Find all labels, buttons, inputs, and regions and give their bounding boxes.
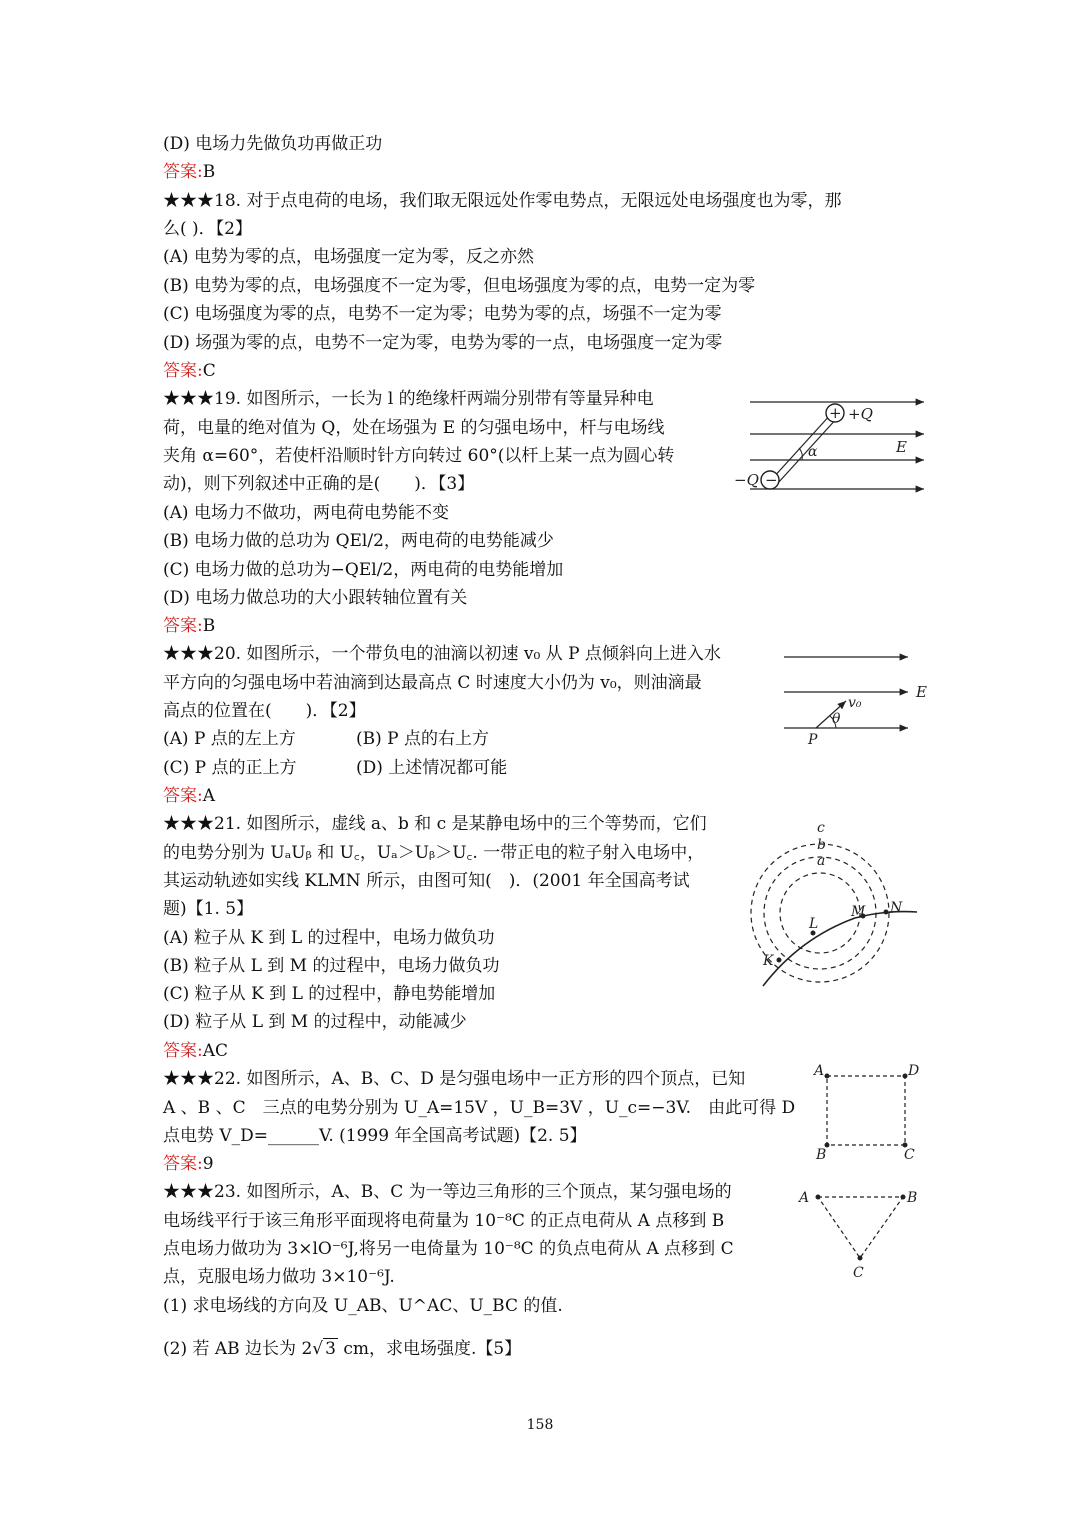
q23-subquestion-1: (1) 求电场线的方向及 U_AB、U^AC、U_BC 的值. xyxy=(163,1296,563,1316)
q18-option-c: (C) 电场强度为零的点，电势不一定为零；电势为零的点，场强不一定为零 xyxy=(163,304,722,324)
alpha-label: α xyxy=(808,444,818,460)
label-d: D xyxy=(908,1063,920,1079)
q18-stem-line2: 么( )．【2】 xyxy=(163,219,252,239)
point-k xyxy=(777,958,782,963)
field-e-label: E xyxy=(896,438,907,456)
q21-stem-line1: ★★★21. 如图所示，虚线 a、b 和 c 是某静电场中的三个等势而，它们 xyxy=(163,814,707,834)
square-abcd xyxy=(827,1076,905,1145)
q23-figure xyxy=(795,1183,925,1283)
theta-label: θ xyxy=(832,711,841,727)
q20-stem-line3: 高点的位置在( )．【2】 xyxy=(163,701,366,721)
q19-option-a: (A) 电场力不做功，两电荷电势能不变 xyxy=(163,503,449,523)
label-c: C xyxy=(904,1147,915,1163)
q22-stem-line3: 点电势 V_D=______V. (1999 年全国高考试题)【2. 5】 xyxy=(163,1126,587,1146)
q20-figure xyxy=(780,643,940,753)
label-b: b xyxy=(817,837,826,853)
q21-stem-line4: 题)【1. 5】 xyxy=(163,899,254,919)
q20-answer xyxy=(163,785,215,807)
answer-value: AC xyxy=(202,1041,229,1061)
answer-value: B xyxy=(202,616,216,636)
q23-stem-line3: 点电场力做功为 3×lO⁻⁶J,将另一电倚量为 10⁻⁸C 的负点电荷从 A 点移到 C xyxy=(163,1239,734,1259)
answer-value: 9 xyxy=(202,1154,214,1174)
q22-stem-line2: A 、B 、C 三点的电势分别为 U_A=15V ，U_B=3V ，U_c=−3V. 由此可得 D xyxy=(163,1098,796,1118)
q20-option-b: (B) P 点的右上方 xyxy=(356,729,490,749)
q19-option-d: (D) 电场力做总功的大小跟转轴位置有关 xyxy=(163,588,468,608)
q22-answer xyxy=(163,1153,214,1175)
answer-value: B xyxy=(202,162,216,182)
label-b: B xyxy=(907,1190,918,1206)
equipotential-a xyxy=(780,873,860,953)
q19-figure xyxy=(728,388,928,498)
q20-stem-line2: 平方向的匀强电场中若油滴到达最高点 C 时速度大小仍为 v₀，则油滴最 xyxy=(163,673,702,693)
q21-option-a: (A) 粒子从 K 到 L 的过程中，电场力做负功 xyxy=(163,928,495,948)
vertex-a xyxy=(825,1074,830,1079)
q21-option-c: (C) 粒子从 K 到 L 的过程中，静电势能增加 xyxy=(163,984,496,1004)
q19-option-c: (C) 电场力做的总功为−QEl/2，两电荷的电势能增加 xyxy=(163,560,564,580)
sqrt-radicand: 3 xyxy=(325,1339,336,1359)
label-c: c xyxy=(817,820,825,836)
q21-option-d: (D) 粒子从 L 到 M 的过程中，动能减少 xyxy=(163,1012,467,1032)
q20-option-a: (A) P 点的左上方 xyxy=(163,729,296,749)
vertex-a xyxy=(816,1195,821,1200)
answer-label: 答案: xyxy=(163,361,203,381)
answer-label: 答案: xyxy=(163,1154,203,1174)
q20-option-c: (C) P 点的正上方 xyxy=(163,758,297,778)
label-k: K xyxy=(763,953,774,969)
q18-stem-line1: ★★★18. 对于点电荷的电场，我们取无限远处作零电势点，无限远处电场强度也为零，那 xyxy=(163,191,842,211)
vertex-b xyxy=(901,1195,906,1200)
q20-option-d: (D) 上述情况都可能 xyxy=(356,758,508,778)
q18-option-a: (A) 电势为零的点，电场强度一定为零，反之亦然 xyxy=(163,247,534,267)
q19-stem-line3: 夹角 α=60°，若使杆沿顺时针方向转过 60°(以杆上某一点为圆心转 xyxy=(163,446,675,466)
label-a: A xyxy=(814,1063,825,1079)
answer-label: 答案: xyxy=(163,162,203,182)
plus-q-label: +Q xyxy=(848,405,873,423)
minus-q-label: −Q xyxy=(734,471,759,489)
answer-value: C xyxy=(202,361,216,381)
triangle-abc xyxy=(818,1197,903,1258)
q21-figure xyxy=(745,818,925,988)
q19-option-b: (B) 电场力做的总功为 QEl/2，两电荷的电势能减少 xyxy=(163,531,554,551)
label-b: B xyxy=(816,1147,827,1163)
q23-stem-line4: 点，克服电场力做功 3×10⁻⁶J. xyxy=(163,1267,395,1287)
sub2-text-b: cm，求电场强度.【5】 xyxy=(337,1339,522,1359)
q17-answer xyxy=(163,161,215,183)
q23-stem-line2: 电场线平行于该三角形平面现将电荷量为 10⁻⁸C 的正点电荷从 A 点移到 B xyxy=(163,1211,725,1231)
q21-option-b: (B) 粒子从 L 到 M 的过程中，电场力做负功 xyxy=(163,956,500,976)
q19-stem-line1: ★★★19. 如图所示，一长为 l 的绝缘杆两端分别带有等量异种电 xyxy=(163,389,654,409)
plus-sign: + xyxy=(829,404,842,422)
label-a: a xyxy=(817,853,826,869)
sqrt-symbol: √ 3 xyxy=(312,1339,336,1359)
point-n xyxy=(884,910,889,915)
label-l: L xyxy=(809,916,819,932)
minus-sign: − xyxy=(765,471,778,489)
answer-label: 答案: xyxy=(163,616,203,636)
label-n: N xyxy=(890,900,903,916)
page-number: 158 xyxy=(526,1417,554,1433)
q18-option-b: (B) 电势为零的点，电场强度不一定为零，但电场强度为零的点，电势一定为零 xyxy=(163,276,756,296)
label-a: A xyxy=(799,1190,810,1206)
q18-option-d: (D) 场强为零的点，电势不一定为零，电势为零的一点，电场强度一定为零 xyxy=(163,333,723,353)
q21-answer xyxy=(163,1040,228,1062)
q20-stem-line1: ★★★20. 如图所示，一个带负电的油滴以初速 v₀ 从 P 点倾斜向上进入水 xyxy=(163,644,721,664)
field-e-label: E xyxy=(916,683,927,701)
trajectory-klmn xyxy=(763,912,917,986)
velocity-arrow xyxy=(816,701,846,728)
q19-stem-line2: 荷，电量的绝对值为 Q，处在场强为 E 的匀强电场中，杆与电场线 xyxy=(163,418,665,438)
q17-option-d: (D) 电场力先做负功再做正功 xyxy=(163,134,383,154)
q22-stem-line1: ★★★22. 如图所示，A、B、C、D 是匀强电场中一正方形的四个顶点，已知 xyxy=(163,1069,746,1089)
q21-stem-line3: 其运动轨迹如实线 KLMN 所示，由图可知( )．(2001 年全国高考试 xyxy=(163,871,690,891)
point-p-label: P xyxy=(808,732,818,748)
q21-stem-line2: 的电势分别为 UₐUᵦ 和 U꜀，Uₐ＞Uᵦ＞U꜀. 一带正电的粒子射入电场中， xyxy=(163,843,705,863)
label-c: C xyxy=(853,1265,864,1281)
vertex-c xyxy=(858,1256,863,1261)
answer-label: 答案: xyxy=(163,786,203,806)
answer-value: A xyxy=(202,786,216,806)
q23-subquestion-2 xyxy=(163,1338,521,1360)
label-m: M xyxy=(851,904,866,920)
q23-stem-line1: ★★★23. 如图所示，A、B、C 为一等边三角形的三个顶点，某匀强电场的 xyxy=(163,1182,732,1202)
vertex-d xyxy=(903,1074,908,1079)
v0-label: v₀ xyxy=(848,695,862,711)
q19-stem-line4: 动)，则下列叙述中正确的是( )．【3】 xyxy=(163,474,475,494)
q19-answer xyxy=(163,615,215,637)
rod xyxy=(772,413,832,479)
sub2-text-a: (2) 若 AB 边长为 2 xyxy=(163,1339,313,1359)
q18-answer xyxy=(163,360,216,382)
q22-figure xyxy=(810,1060,930,1165)
answer-label: 答案: xyxy=(163,1041,203,1061)
